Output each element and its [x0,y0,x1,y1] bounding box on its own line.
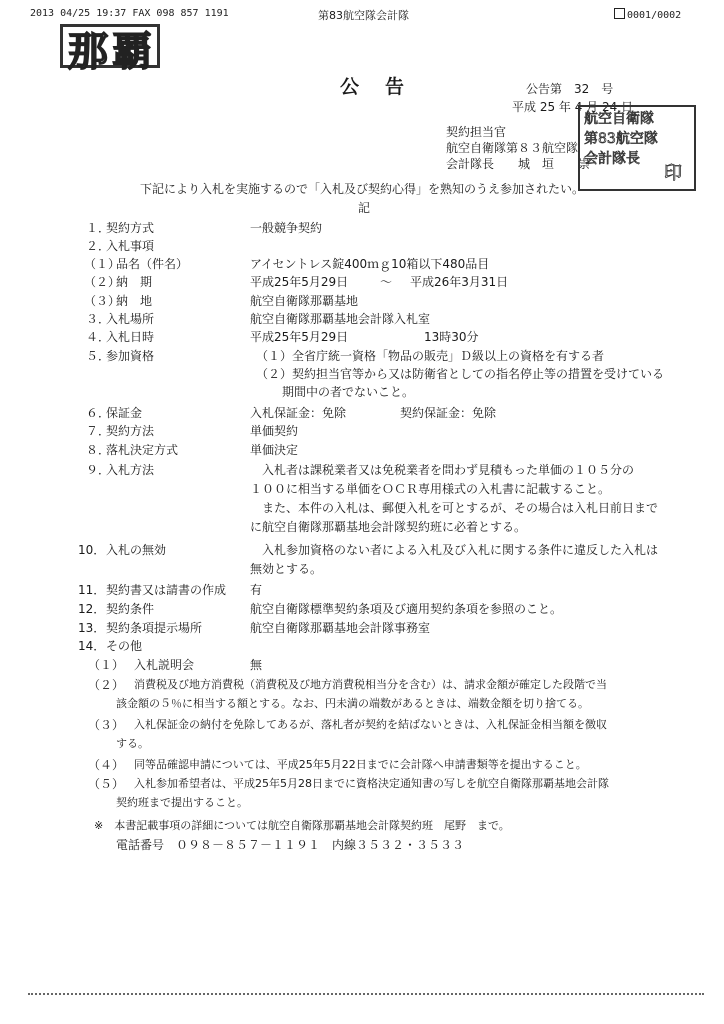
notice-number: 公告第 32 号 [526,82,614,96]
item-value-line2: 無効とする。 [250,562,323,576]
item-label: 品名（件名） [116,257,189,271]
other-text: 入札保証金の納付を免除してあるが、落札者が契約を結ばないときは、入札保証金相当額を徴収 [134,718,607,731]
item-label: 契約条項提示場所 [106,621,203,635]
item-number: 12． [78,602,106,616]
intro-text: 下記により入札を実施するので「入札及び契約心得」を熟知のうえ参加されたい。 [140,182,585,196]
official-seal [578,105,696,191]
fax-header-sender: 2013 04/25 19:37 FAX 098 857 1191 [30,8,229,19]
issuer-unit: 航空自衛隊第８３航空隊 [446,141,579,155]
other-number: （３） [88,718,125,732]
fax-header-page [614,8,681,21]
item-value-end: 平成26年3月31日 [410,275,509,289]
item-label: 入札の無効 [106,543,167,557]
issuer-role: 契約担当官 [446,125,507,139]
other-text-line2: 該金額の５％に相当する額とする。なお、円未満の端数があるときは、端数金額を切り捨てる。 [116,697,589,710]
item-value: 入札者は課税業者又は免税業者を問わず見積もった単価の１０５分の [262,463,635,477]
official-seal-line1: 航空自衛隊 [584,111,654,127]
item-number: ３． [86,312,111,326]
item-number: 13． [78,621,106,635]
fax-page-count: 0001/0002 [627,10,682,21]
item-value: 一般競争契約 [250,221,323,235]
item-value: 単価決定 [250,443,299,457]
item-value: 単価契約 [250,424,299,438]
other-text: 入札参加希望者は、平成25年5月28日までに資格決定通知書の写しを航空自衛隊那覇基地会計隊 [134,777,609,790]
item-value: 入札保証金：免除 [250,406,347,420]
other-text: 入札説明会 [134,658,195,672]
item-value-line3: また、本件の入札は、郵便入札を可とするが、その場合は入札日前日まで [262,501,659,515]
item-number: ８． [86,443,111,457]
item-value-2: 契約保証金：免除 [400,406,497,420]
item-label: 入札方法 [106,463,155,477]
item-number: （２） [84,275,121,289]
item-value: 平成25年5月29日 [250,275,349,289]
item-value: 入札参加資格のない者による入札及び入札に関する条件に違反した入札は [262,543,659,557]
item-number: ５． [86,349,111,363]
item-value-line2: （２）契約担当官等から又は防衛省としての指名停止等の措置を受けている [256,367,665,381]
item-value-line3: 期間中の者でないこと。 [282,385,415,399]
item-value: 平成25年5月29日 [250,330,349,344]
item-number: ２． [86,239,111,253]
item-label: 契約書又は請書の作成 [106,583,227,597]
notice-date: 平成 25 年 4 月 24 日 [512,100,634,114]
item-number: （３） [84,294,121,308]
item-value: 航空自衛隊標準契約条項及び適用契約条項を参照のこと。 [250,602,563,616]
item-label: その他 [106,639,143,653]
item-number: 14． [78,639,106,653]
other-text-line2: する。 [116,737,149,750]
page-bottom-divider [28,993,704,995]
other-number: （４） [88,758,125,772]
contact-phone: 電話番号 ０９８－８５７－１１９１ 内線３５３２・３５３３ [116,838,465,852]
item-number: ７． [86,424,111,438]
item-number: ４． [86,330,111,344]
other-text-value: 無 [250,658,263,672]
item-value-separator: ～ [380,275,393,289]
item-value-line4: に航空自衛隊那覇基地会計隊契約班に必着とする。 [250,520,527,534]
item-label: 入札場所 [106,312,155,326]
other-number: （２） [88,678,125,692]
item-value: 航空自衛隊那覇基地 [250,294,359,308]
item-label: 納 期 [116,275,153,289]
item-number: １． [86,221,111,235]
issuer-name: 会計隊長 城 垣 崇 [446,157,591,171]
item-number: ６． [86,406,111,420]
item-value: アイセントレス錠400ｍｇ10箱以下480品目 [250,257,490,271]
official-seal-line3: 会計隊長 [584,151,640,167]
item-label: 入札日時 [106,330,155,344]
fax-page-icon [614,8,625,19]
item-value: 有 [250,583,263,597]
item-value-time: 13時30分 [424,330,479,344]
fax-header-unit: 第83航空隊会計隊 [318,9,409,22]
other-text-line2: 契約班まで提出すること。 [116,796,248,809]
contact-note: ※ 本書記載事項の詳細については航空自衛隊那覇基地会計隊契約班 尾野 まで。 [94,819,510,832]
item-label: 落札決定方式 [106,443,179,457]
official-seal-line2: 第83航空隊 [584,131,658,147]
item-label: 契約方式 [106,221,155,235]
item-label: 契約条件 [106,602,155,616]
page-title: 公告 [340,76,431,98]
item-number: 11． [78,583,106,597]
item-number: ９． [86,463,111,477]
item-value-line2: １００に相当する単価をＯＣＲ専用様式の入札書に記載すること。 [250,482,611,496]
item-label: 契約方法 [106,424,155,438]
item-value: 航空自衛隊那覇基地会計隊入札室 [250,312,431,326]
other-number: （１） [88,658,125,672]
receipt-stamp-text: 那覇 [68,28,156,75]
item-label: 保証金 [106,406,143,420]
other-number: （５） [88,777,125,791]
item-value: （１）全省庁統一資格「物品の販売」Ｄ級以上の資格を有する者 [256,349,605,363]
item-label: 入札事項 [106,239,155,253]
item-label: 納 地 [116,294,153,308]
item-number: （１） [84,257,121,271]
official-seal-mark: 印 [664,163,682,184]
ki-heading: 記 [358,201,371,215]
other-text: 同等品確認申請については、平成25年5月22日までに会計隊へ申請書類等を提出すること。 [134,758,587,771]
other-text: 消費税及び地方消費税（消費税及び地方消費税相当分を含む）は、請求金額が確定した段階で当 [134,678,607,691]
item-number: 10． [78,543,106,557]
item-label: 参加資格 [106,349,155,363]
item-value: 航空自衛隊那覇基地会計隊事務室 [250,621,431,635]
